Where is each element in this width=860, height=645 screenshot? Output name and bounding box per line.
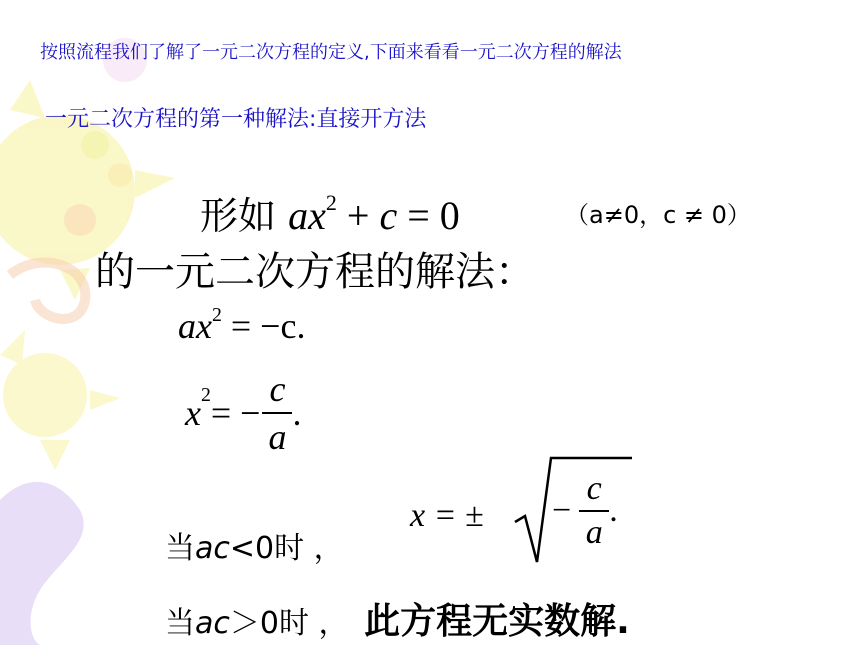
form-prefix: 形如 xyxy=(200,194,277,238)
condition-text: （a≠0，c ≠ 0） xyxy=(565,201,751,229)
intro-text: 按照流程我们了解了一元二次方程的定义,下面来看看一元二次方程的解法 xyxy=(40,42,622,63)
subtitle-text: 一元二次方程的第一种解法:直接开方法 xyxy=(45,107,427,132)
step-3-condition: 当ac<0时 ， xyxy=(165,531,344,566)
step-4-result: 此方程无实数解. xyxy=(364,601,630,642)
step-3-equation: x = ± xyxy=(410,497,484,534)
sun-small-icon xyxy=(0,330,120,470)
step-4-condition: 当ac＞0时 ， 此方程无实数解. xyxy=(165,601,630,642)
form-line xyxy=(200,185,460,240)
form-equation: $ax^2 + c = 0$ xyxy=(288,190,460,238)
step-3-radicand: − $\frac{c}{a}$ . xyxy=(552,470,618,551)
form-line-2: 的一元二次方程的解法： xyxy=(95,249,535,295)
ribbon-icon xyxy=(0,482,84,645)
step-1-equation: $ax^2 = -c$. xyxy=(178,304,306,346)
step-2-equation: x 2 = − $\frac{c}{a}$ . xyxy=(185,369,302,457)
